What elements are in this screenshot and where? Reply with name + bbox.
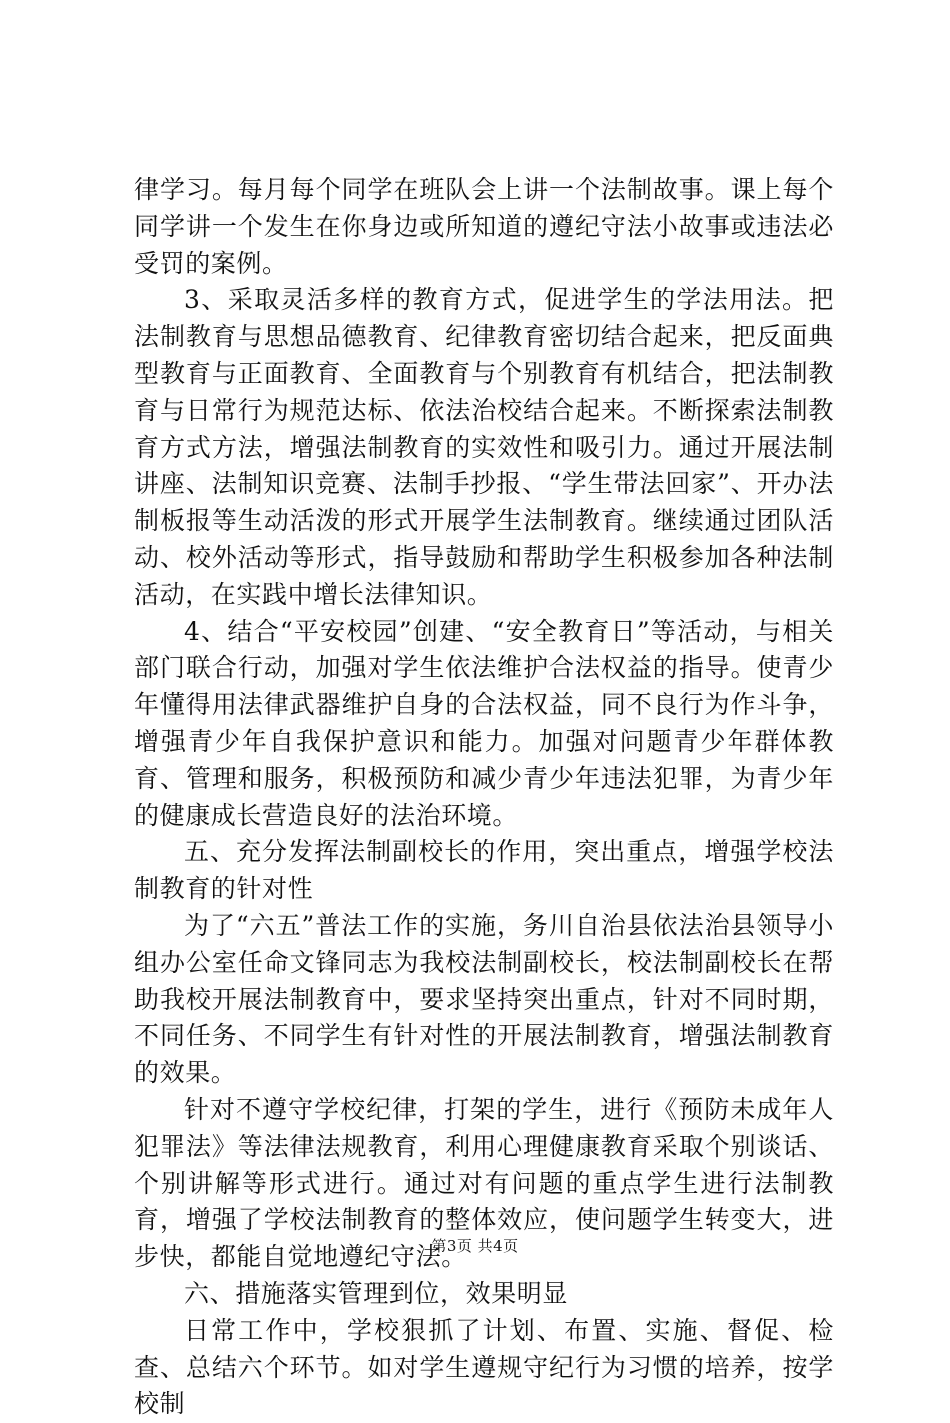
paragraph-continuation: 律学习。每月每个同学在班队会上讲一个法制故事。课上每个同学讲一个发生在你身边或所知道的遵纪守法小故事或违法必受罚的案例。 xyxy=(134,175,834,278)
paragraph-item-4: 4、结合“平安校园”创建、“安全教育日”等活动，与相关部门联合行动，加强对学生依法维护合法权益的指导。使青少年懂得用法律武器维护自身的合法权益，同不良行为作斗争，增强青少年自我保护意识和能力。加强对问题青少年群体教育、管理和服务，积极预防和减少青少年违法犯罪，为青少年的健康成长营造良好的法治环境。 xyxy=(134,616,834,830)
paragraph-daily-work: 日常工作中，学校狠抓了计划、布置、实施、督促、检查、总结六个环节。如对学生遵规守纪行为习惯的培养，按学校制 xyxy=(134,1315,834,1419)
paragraph-discipline: 针对不遵守学校纪律，打架的学生，进行《预防未成年人犯罪法》等法律法规教育，利用心理健康教育采取个别谈话、个别讲解等形式进行。通过对有问题的重点学生进行法制教育，增强了学校法制教育的整体效应，使问题学生转变大，进步快，都能自觉地遵纪守法。 xyxy=(134,1094,834,1272)
page-number-footer: 第3页 共4页 xyxy=(431,1237,519,1255)
section-heading-6: 六、措施落实管理到位，效果明显 xyxy=(184,1278,569,1308)
paragraph-item-3: 3、采取灵活多样的教育方式，促进学生的学法用法。把法制教育与思想品德教育、纪律教育密切结合起来，把反面典型教育与正面教育、全面教育与个别教育有机结合，把法制教育与日常行为规范达标、依法治校结合起来。不断探索法制教育方式方法，增强法制教育的实效性和吸引力。通过开展法制讲座、法制知识竞赛、法制手抄报、“学生带法回家”、开办法制板报等生动活泼的形式开展学生法制教育。继续通过团队活动、校外活动等形式，指导鼓励和帮助学生积极参加各种法制活动，在实践中增长法律知识。 xyxy=(134,285,834,609)
section-heading-5: 五、充分发挥法制副校长的作用，突出重点，增强学校法制教育的针对性 xyxy=(134,837,834,904)
paragraph-vice-principal: 为了“六五”普法工作的实施，务川自治县依法治县领导小组办公室任命文锋同志为我校法制副校长，校法制副校长在帮助我校开展法制教育中，要求坚持突出重点，针对不同时期，不同任务、不同学生有针对性的开展法制教育，增强法制教育的效果。 xyxy=(134,910,834,1088)
